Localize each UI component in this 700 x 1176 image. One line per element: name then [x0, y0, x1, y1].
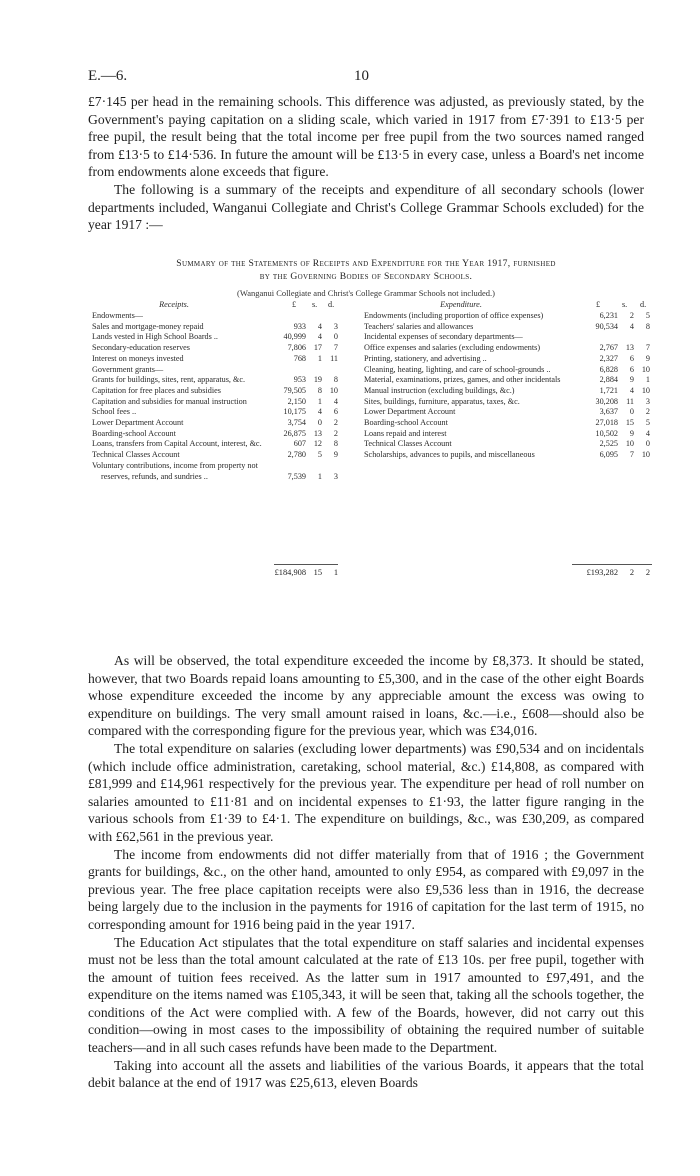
row-label: Lower Department Account: [92, 418, 184, 428]
total-rule: [572, 564, 652, 565]
row-amount-pence: 1: [645, 375, 650, 385]
paragraph: Taking into account all the assets and liabilities of the various Boards, it appears that the total debit balance at the end of 1917 was £25,613, eleven Boards: [88, 1057, 644, 1091]
table-row: [360, 407, 652, 418]
unit-shilling: s.: [622, 300, 628, 309]
row-label: Voluntary contributions, income from property not reserves, refunds, and sundries ..: [92, 460, 258, 481]
row-label: Grants for buildings, sites, rent, apparatus, &c.: [92, 375, 246, 385]
row-amount-pence: 3: [333, 471, 338, 481]
row-label: Lower Department Account: [364, 407, 456, 417]
row-amount-pence: 8: [333, 439, 338, 449]
row-label: Printing, stationery, and advertising ..: [364, 353, 487, 363]
table-row: [360, 450, 652, 461]
row-amount-pounds: 768: [293, 353, 306, 363]
row-amount-pounds: 30,208: [595, 396, 618, 406]
paragraph: The Education Act stipulates that the total expenditure on staff salaries and incidental expenses must not be less than the total amount calculated at the rate of £13 10s. per free pupil, together with the amount of tuition fees received. As the latter sum in 1917 amounted to £97,491, and the expenditure on the items named was £105,343, it will be seen that, taking all the schools together, the conditions of the Act were complied with. A few of the Boards, however, did not carry out this condition—owing in most cases to the impossibility of obtaining the required number of suitable teachers—and in all such cases refunds have been made to the Department.: [88, 934, 644, 1056]
unit-shilling: s.: [312, 300, 318, 309]
row-label: Sales and mortgage-money repaid: [92, 321, 204, 331]
row-label: Office expenses and salaries (excluding endowments): [364, 343, 541, 353]
table-row: [88, 322, 350, 333]
receipts-header: [88, 300, 350, 311]
row-label: Government grants—: [92, 364, 164, 374]
row-label: Technical Classes Account: [364, 439, 452, 449]
unit-pound: £: [596, 300, 601, 309]
expenditure-total-shillings: 2: [629, 568, 634, 577]
table-row: [88, 375, 350, 386]
row-amount-pence: 2: [333, 428, 338, 438]
row-amount-shillings: 4: [629, 385, 634, 395]
row-amount-pence: 8: [645, 321, 650, 331]
receipts-total-pence: 1: [333, 568, 338, 577]
row-label: Loans, transfers from Capital Account, interest, &c.: [92, 439, 262, 449]
receipts-heading: Receipts.: [159, 300, 189, 309]
row-amount-pence: 4: [333, 396, 338, 406]
row-amount-pence: 7: [645, 343, 650, 353]
table-row: [360, 343, 652, 354]
row-amount-pounds: 3,754: [287, 418, 306, 428]
row-amount-shillings: 17: [313, 343, 322, 353]
receipts-total-shillings: 15: [313, 568, 322, 577]
row-amount-shillings: 0: [629, 407, 634, 417]
expenditure-header: [360, 300, 652, 311]
row-amount-shillings: 8: [317, 385, 322, 395]
row-amount-pence: 11: [330, 353, 338, 363]
expenditure-total-pounds: £193,282: [586, 568, 618, 577]
row-amount-pounds: 10,502: [595, 428, 618, 438]
row-amount-pounds: 7,539: [287, 471, 306, 481]
row-amount-shillings: 12: [313, 439, 322, 449]
row-amount-pence: 2: [333, 418, 338, 428]
row-label: Capitation for free places and subsidies: [92, 385, 221, 395]
row-amount-shillings: 4: [317, 332, 322, 342]
row-label: Manual instruction (excluding buildings, &c.): [364, 385, 515, 395]
table-row: [88, 365, 350, 376]
receipts-total-pounds: £184,908: [274, 568, 306, 577]
table-row: [360, 397, 652, 408]
row-amount-pence: 7: [333, 343, 338, 353]
table-row: [88, 407, 350, 418]
table-row: [360, 354, 652, 365]
row-label: Sites, buildings, furniture, apparatus, taxes, &c.: [364, 396, 520, 406]
row-label: Secondary-education reserves: [92, 343, 190, 353]
table-row: [360, 375, 652, 386]
row-amount-pounds: 2,150: [287, 396, 306, 406]
row-amount-shillings: 6: [629, 364, 634, 374]
row-amount-pounds: 40,999: [283, 332, 306, 342]
row-amount-pence: 2: [645, 407, 650, 417]
row-amount-shillings: 1: [317, 396, 322, 406]
row-amount-pounds: 6,095: [599, 450, 618, 460]
row-amount-pence: 0: [645, 439, 650, 449]
table-title-line: by the Governing Bodies of Secondary Schools.: [259, 270, 473, 282]
paragraph: The following is a summary of the receipts and expenditure of all secondary schools (lower departments included, Wanganui Collegiate and Christ's College Grammar Schools excluded) for the year 1917 :—: [88, 181, 644, 233]
table-row: [360, 322, 652, 333]
table-row: [88, 461, 350, 482]
row-amount-pounds: 10,175: [283, 407, 306, 417]
row-label: Boarding-school Account: [92, 428, 176, 438]
row-amount-shillings: 9: [629, 428, 634, 438]
expenditure-rows: [360, 311, 652, 461]
row-amount-pounds: 90,534: [595, 321, 618, 331]
row-label: Endowments (including proportion of office expenses): [364, 311, 544, 320]
row-amount-shillings: 15: [625, 418, 634, 428]
row-amount-shillings: 4: [317, 407, 322, 417]
row-amount-pence: 10: [329, 385, 338, 395]
table-row: [360, 418, 652, 429]
row-label: Boarding-school Account: [364, 418, 448, 428]
receipts-column: [88, 300, 350, 482]
row-label: Material, examinations, prizes, games, and other incidentals: [364, 375, 561, 385]
table-row: [88, 332, 350, 343]
row-amount-pounds: 7,806: [287, 343, 306, 353]
row-label: Incidental expenses of secondary departments—: [364, 332, 523, 342]
row-amount-pounds: 2,884: [599, 375, 618, 385]
page-number: 10: [354, 68, 369, 84]
row-amount-shillings: 6: [629, 353, 634, 363]
table-title: [88, 258, 644, 283]
row-amount-shillings: 11: [626, 396, 634, 406]
row-amount-pounds: 6,231: [599, 311, 618, 320]
row-label: Endowments—: [92, 311, 143, 320]
row-amount-shillings: 7: [629, 450, 634, 460]
row-amount-pence: 4: [645, 428, 650, 438]
table-row: [88, 343, 350, 354]
paragraph: The income from endowments did not differ materially from that of 1916 ; the Government grants for buildings, &c., on the other hand, amounted to only £954, as compared with £9,097 in the previous year. The free place capitation receipts were also £9,536 less than in 1916, the decrease being largely due to the inclusion in the payments for 1916 of capitation for the last term of 1915, no corresponding amount for 1916 being paid in the year 1917.: [88, 846, 644, 932]
paragraph: The total expenditure on salaries (excluding lower departments) was £90,534 and on incidentals (which include office administration, caretaking, school material, &c.) £14,808, as compared with £81,999 and £14,961 respectively for the previous year. The expenditure per head of roll number on salaries amounted to £11·81 and on incidental expenses to £1·93, the latter figure ranging in the various schools from £1·39 to £4·1. The expenditure on buildings, &c., was £30,209, as compared with £62,561 in the previous year.: [88, 740, 644, 844]
table-row: [88, 429, 350, 440]
row-amount-pence: 8: [333, 375, 338, 385]
table-row: [360, 429, 652, 440]
row-label: Technical Classes Account: [92, 450, 180, 460]
expenditure-total-pence: 2: [645, 568, 650, 577]
row-amount-pounds: 2,780: [287, 450, 306, 460]
row-amount-pence: 0: [333, 332, 338, 342]
table-row: [88, 439, 350, 450]
row-amount-shillings: 4: [317, 321, 322, 331]
page-header: [88, 68, 644, 88]
total-rule: [274, 564, 338, 565]
table-row: [360, 386, 652, 397]
row-amount-pounds: 1,721: [599, 385, 618, 395]
row-amount-pence: 5: [645, 418, 650, 428]
row-label: School fees ..: [92, 407, 137, 417]
row-amount-shillings: 13: [313, 428, 322, 438]
row-label: Cleaning, heating, lighting, and care of school-grounds ..: [364, 364, 551, 374]
table-row: [360, 439, 652, 450]
table-row: [88, 386, 350, 397]
table-row: [360, 332, 652, 343]
row-amount-pounds: 6,828: [599, 364, 618, 374]
row-amount-shillings: 10: [625, 439, 634, 449]
expenditure-column: [360, 300, 652, 461]
body-text: [88, 652, 644, 1092]
row-amount-pence: 3: [333, 321, 338, 331]
row-amount-pounds: 79,505: [283, 385, 306, 395]
row-amount-pounds: 607: [293, 439, 306, 449]
expenditure-heading: Expenditure.: [440, 300, 482, 309]
table-row: [88, 418, 350, 429]
table-row: [360, 311, 652, 322]
intro-text: [88, 93, 644, 234]
row-amount-pence: 10: [641, 364, 650, 374]
table-note: (Wanganui Collegiate and Christ's College Grammar Schools not included.): [237, 288, 495, 298]
row-amount-pence: 5: [645, 311, 650, 320]
unit-pence: d.: [328, 300, 335, 309]
row-label: Interest on moneys invested: [92, 353, 184, 363]
row-label: Teachers' salaries and allowances: [364, 321, 474, 331]
row-amount-shillings: 13: [625, 343, 634, 353]
row-label: Capitation and subsidies for manual instruction: [92, 396, 247, 406]
row-label: Scholarships, advances to pupils, and miscellaneous: [364, 450, 535, 460]
paragraph: As will be observed, the total expenditure exceeded the income by £8,373. It should be stated, however, that two Boards repaid loans amounting to £5,300, and in the case of the other eight Boards whose expenditure exceeded the income by any appreciable amount the excess was owing to expenditure on buildings. The very small amount raised in loans, &c.—i.e., £608—should also be compared with the corresponding figure for the previous year, which was £34,016.: [88, 653, 644, 739]
row-amount-shillings: 1: [317, 353, 322, 363]
row-amount-pence: 9: [333, 450, 338, 460]
row-amount-pounds: 27,018: [595, 418, 618, 428]
row-amount-pounds: 933: [293, 321, 306, 331]
row-amount-shillings: 0: [317, 418, 322, 428]
table-row: [360, 365, 652, 376]
report-reference: E.—6.: [88, 68, 128, 84]
row-amount-shillings: 4: [629, 321, 634, 331]
row-label: Lands vested in High School Boards ..: [92, 332, 218, 342]
row-amount-pounds: 2,327: [599, 353, 618, 363]
row-amount-shillings: 2: [629, 311, 634, 320]
row-amount-pounds: 26,875: [283, 428, 306, 438]
row-amount-pence: 10: [641, 450, 650, 460]
receipts-rows: [88, 311, 350, 482]
row-amount-pence: 10: [641, 385, 650, 395]
row-amount-shillings: 9: [629, 375, 634, 385]
table-row: [88, 311, 350, 322]
unit-pence: d.: [640, 300, 647, 309]
table-row: [88, 397, 350, 408]
table-title-line: Summary of the Statements of Receipts and Expenditure for the Year 1917, furnished: [176, 258, 556, 269]
row-amount-pounds: 2,767: [599, 343, 618, 353]
row-label: Loans repaid and interest: [364, 428, 447, 438]
paragraph: £7·145 per head in the remaining schools. This difference was adjusted, as previously stated, by the Government's paying capitation on a sliding scale, which varied in 1917 from £7·391 to £13·5 per free pupil, the result being that the total income per free pupil from the two sources named ranged from £13·5 to £14·536. In future the amount will be £13·5 in every case, unless a Board's net income from endowments alone exceeds that figure.: [88, 94, 644, 180]
row-amount-shillings: 19: [313, 375, 322, 385]
row-amount-pence: 9: [645, 353, 650, 363]
row-amount-shillings: 1: [317, 471, 322, 481]
row-amount-pence: 3: [645, 396, 650, 406]
row-amount-shillings: 5: [317, 450, 322, 460]
row-amount-pence: 6: [333, 407, 338, 417]
table-row: [88, 450, 350, 461]
table-row: [88, 354, 350, 365]
row-amount-pounds: 953: [293, 375, 306, 385]
unit-pound: £: [292, 300, 297, 309]
row-amount-pounds: 2,525: [599, 439, 618, 449]
row-amount-pounds: 3,637: [599, 407, 618, 417]
